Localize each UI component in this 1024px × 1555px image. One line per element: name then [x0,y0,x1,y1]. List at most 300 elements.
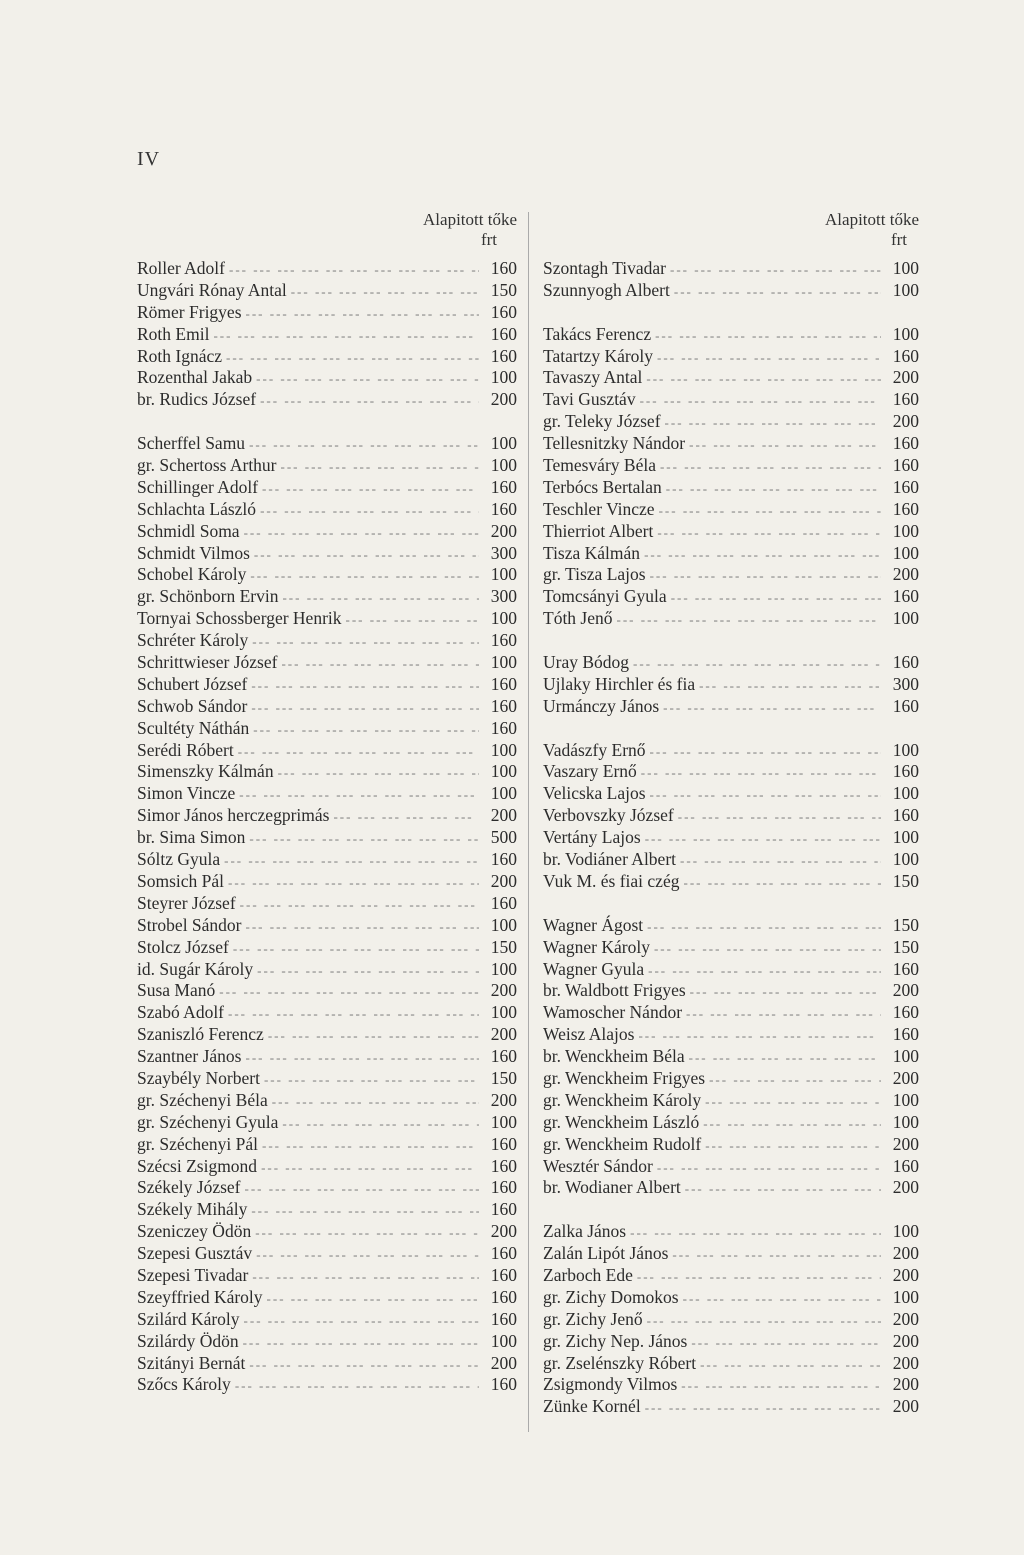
column-header-title: Alapitott tőke [825,210,919,229]
leader-dots [278,762,479,784]
entry-name: Székely Mihály [137,1199,248,1220]
entry-value: 160 [490,323,517,344]
list-item [137,1243,517,1265]
entry-name: gr. Schertoss Arthur [137,455,277,476]
list-item [543,827,919,849]
leader-dots [219,981,479,1003]
entry-value: 160 [490,1133,517,1154]
leader-dots [282,1113,479,1135]
leader-dots [256,368,479,390]
entry-name: gr. Wenckheim Károly [543,1089,702,1110]
entry-value: 100 [892,520,919,541]
entry-name: Szepesi Gusztáv [137,1243,253,1264]
entry-value: 160 [490,301,517,322]
leader-dots [650,565,881,587]
entry-name: Urmánczy János [543,695,660,716]
entry-name: br. Wodianer Albert [543,1177,681,1198]
leader-dots [657,1157,881,1179]
section-gap [543,302,919,324]
entry-name: Tisza Kálmán [543,542,641,563]
entry-value: 200 [892,1177,919,1198]
entry-name: Wagner Károly [543,936,650,957]
entry-value: 160 [490,1199,517,1220]
list-item [543,477,919,499]
leader-dots [705,1091,881,1113]
list-item [137,1134,517,1156]
entry-value: 200 [490,1024,517,1045]
entry-value: 100 [490,958,517,979]
list-item [543,586,919,608]
leader-dots [655,325,881,347]
leader-dots [255,1222,479,1244]
list-item [137,1374,517,1396]
list-item [137,696,517,718]
leader-dots [226,347,479,369]
leader-dots [680,850,881,872]
list-item [543,1265,919,1287]
list-item [543,521,919,543]
leader-dots [245,1178,479,1200]
list-item [137,1068,517,1090]
list-item [137,718,517,740]
leader-dots [644,544,881,566]
entry-name: Tatartzy Károly [543,345,654,366]
entry-name: Rozenthal Jakab [137,367,253,388]
entry-name: Tavaszy Antal [543,367,643,388]
list-item [543,1002,919,1024]
entry-name: gr. Wenckheim László [543,1111,700,1132]
list-item [543,1287,919,1309]
list-item [543,740,919,762]
entry-value: 200 [892,411,919,432]
entry-name: Szeniczey Ödön [137,1221,252,1242]
entry-name: br. Vodiáner Albert [543,849,677,870]
leader-dots [252,1266,479,1288]
list-item [543,280,919,302]
leader-dots [657,522,881,544]
leader-dots [683,872,881,894]
leader-dots [249,434,479,456]
entry-name: Scherffel Samu [137,433,246,454]
entry-name: Szeyffried Károly [137,1286,263,1307]
entry-value: 200 [490,389,517,410]
list-item [137,499,517,521]
entry-name: Szontagh Tivadar [543,258,666,278]
list-item [137,389,517,411]
leader-dots [617,609,881,631]
entry-value: 100 [892,1089,919,1110]
list-item [137,346,517,368]
leader-dots [630,1222,881,1244]
list-item [543,367,919,389]
list-item [137,937,517,959]
entry-name: Zsigmondy Vilmos [543,1374,678,1395]
list-item [543,1046,919,1068]
entry-value: 100 [490,455,517,476]
entry-name: Strobel Sándor [137,914,242,935]
list-item [137,761,517,783]
list-item [137,1331,517,1353]
section-gap [543,718,919,740]
entry-name: Scultéty Náthán [137,717,250,738]
entry-name: Temesváry Béla [543,455,656,476]
list-item [543,849,919,871]
list-item [543,564,919,586]
list-item [543,543,919,565]
column-header [137,210,517,258]
entry-value: 160 [892,455,919,476]
leader-dots [261,1157,479,1179]
entry-value: 200 [490,1089,517,1110]
leader-dots [645,828,881,850]
list-item [137,258,517,280]
leader-dots [346,609,479,631]
list-item [543,1177,919,1199]
list-item [137,455,517,477]
list-item [543,696,919,718]
entry-value: 200 [490,805,517,826]
entry-value: 160 [892,345,919,366]
entry-value: 100 [490,1111,517,1132]
leader-dots [654,938,881,960]
entry-value: 160 [892,389,919,410]
list-item [137,1265,517,1287]
entry-value: 100 [490,652,517,673]
right-entries [543,258,919,1418]
entry-value: 300 [490,586,517,607]
list-item [543,433,919,455]
entry-name: Römer Frigyes [137,301,242,322]
entry-name: br. Sima Simon [137,827,246,848]
list-item [543,959,919,981]
list-item [137,367,517,389]
list-item [137,1046,517,1068]
leader-dots [233,938,479,960]
leader-dots [689,434,881,456]
entry-value: 300 [892,673,919,694]
entry-value: 200 [892,367,919,388]
list-item [543,346,919,368]
entry-value: 100 [892,1221,919,1242]
leader-dots [633,653,881,675]
list-item [543,1156,919,1178]
entry-value: 160 [490,1308,517,1329]
entry-name: Stolcz József [137,936,229,957]
list-item [137,871,517,893]
entry-name: Schwob Sándor [137,695,248,716]
leader-dots [709,1069,881,1091]
leader-dots [699,675,881,697]
entry-value: 150 [892,914,919,935]
list-item [543,1309,919,1331]
list-item [543,980,919,1002]
leader-dots [250,565,479,587]
leader-dots [638,1025,881,1047]
entry-name: Wamoscher Nándor [543,1002,683,1023]
entry-value: 100 [892,1046,919,1067]
leader-dots [648,960,881,982]
leader-dots [268,1025,479,1047]
entry-value: 100 [892,739,919,760]
entry-value: 150 [490,936,517,957]
list-item [137,1156,517,1178]
entry-value: 100 [490,433,517,454]
entry-value: 200 [892,1133,919,1154]
column-header-unit: frt [890,230,907,249]
leader-dots [683,1288,881,1310]
entry-value: 200 [892,1352,919,1373]
entry-value: 160 [490,630,517,651]
leader-dots [637,1266,881,1288]
list-item [137,1221,517,1243]
entry-value: 100 [892,279,919,300]
entry-value: 150 [892,936,919,957]
entry-name: Szaniszló Ferencz [137,1024,264,1045]
leader-dots [646,368,881,390]
entry-name: Tavi Gusztáv [543,389,636,410]
leader-dots [224,850,479,872]
entry-value: 100 [892,1111,919,1132]
entry-value: 200 [892,1330,919,1351]
entry-value: 200 [892,564,919,585]
list-item [137,280,517,302]
list-item [543,411,919,433]
leader-dots [243,1332,479,1354]
entry-value: 200 [490,520,517,541]
leader-dots [229,259,479,281]
column-header-unit: frt [480,230,497,249]
leader-dots [700,1354,881,1376]
entry-name: Wesztér Sándor [543,1155,653,1176]
entry-value: 160 [892,586,919,607]
entry-name: Vuk M. és fiai czég [543,870,680,891]
entry-name: Szaybély Norbert [137,1067,260,1088]
entry-value: 100 [490,1002,517,1023]
leader-dots [670,259,881,281]
entry-value: 160 [490,892,517,913]
list-item [137,586,517,608]
entry-name: gr. Zichy Domokos [543,1286,679,1307]
list-item [137,959,517,981]
entry-name: Teschler Vincze [543,498,655,519]
entry-name: Wagner Gyula [543,958,645,979]
entry-name: br. Rudics József [137,389,257,410]
entry-name: Zalán Lipót János [543,1243,669,1264]
entry-name: gr. Zselénszky Róbert [543,1352,697,1373]
entry-name: gr. Széchenyi Gyula [137,1111,279,1132]
entry-name: Schubert József [137,673,248,694]
list-item [137,1353,517,1375]
list-item [137,980,517,1002]
column-divider [528,212,529,1432]
entry-name: Tomcsányi Gyula [543,586,667,607]
list-item [543,258,919,280]
leader-dots [238,741,479,763]
entry-name: Szepesi Tivadar [137,1264,249,1285]
entry-name: Roth Ignácz [137,345,223,366]
entry-name: Susa Manó [137,980,216,1001]
entry-name: Schmidt Vilmos [137,542,250,563]
entry-name: br. Waldbott Frigyes [543,980,686,1001]
entry-value: 160 [892,433,919,454]
section-gap [543,893,919,915]
entry-name: Vertány Lajos [543,827,641,848]
list-item [543,783,919,805]
page-number: IV [137,148,161,170]
leader-dots [291,281,479,303]
entry-name: gr. Tisza Lajos [543,564,646,585]
entry-name: gr. Wenckheim Rudolf [543,1133,702,1154]
entry-name: Wagner Ágost [543,914,644,935]
list-item [137,1002,517,1024]
entry-value: 100 [892,323,919,344]
entry-value: 200 [892,1374,919,1395]
list-item [137,1287,517,1309]
entry-value: 100 [892,849,919,870]
entry-value: 160 [490,717,517,738]
list-item [543,915,919,937]
leader-dots [690,981,881,1003]
entry-name: gr. Zichy Nep. János [543,1330,688,1351]
list-item [137,477,517,499]
leader-dots [647,916,881,938]
entry-name: Vaszary Ernő [543,761,637,782]
entry-value: 100 [490,367,517,388]
list-item [137,1024,517,1046]
section-gap [543,630,919,652]
list-item [543,1374,919,1396]
left-entries [137,258,517,1396]
list-item [137,652,517,674]
list-item [137,1309,517,1331]
entry-value: 160 [490,258,517,278]
entry-name: Zarboch Ede [543,1264,633,1285]
leader-dots [703,1113,881,1135]
entry-value: 160 [490,849,517,870]
leader-dots [640,390,881,412]
leader-dots [246,1047,480,1069]
list-item [137,608,517,630]
entry-name: Simenszky Kálmán [137,761,274,782]
list-item [543,805,919,827]
entry-value: 100 [490,914,517,935]
entry-name: gr. Wenckheim Frigyes [543,1067,706,1088]
entry-value: 100 [892,542,919,563]
leader-dots [254,544,479,566]
leader-dots [244,1310,479,1332]
entry-name: Schobel Károly [137,564,247,585]
entry-value: 160 [490,345,517,366]
entry-name: Ungvári Rónay Antal [137,279,287,300]
leader-dots [659,500,881,522]
leader-dots [686,1003,881,1025]
leader-dots [246,303,479,325]
entry-value: 160 [490,673,517,694]
leader-dots [252,631,479,653]
entry-name: Thierriot Albert [543,520,654,541]
list-item [137,849,517,871]
entry-value: 200 [892,1067,919,1088]
entry-name: Steyrer József [137,892,236,913]
leader-dots [705,1135,881,1157]
leader-dots [253,719,479,741]
entry-name: id. Sugár Károly [137,958,254,979]
list-item [137,630,517,652]
entry-name: Zalka János [543,1221,627,1242]
column-header [543,210,919,258]
list-item [137,302,517,324]
entry-value: 160 [892,695,919,716]
entry-value: 160 [490,1374,517,1395]
entry-value: 160 [490,476,517,497]
leader-dots [333,806,479,828]
leader-dots [246,916,479,938]
section-gap [543,1199,919,1221]
entry-value: 500 [490,827,517,848]
list-item [137,521,517,543]
leader-dots [239,784,479,806]
leader-dots [678,806,881,828]
entry-name: Schréter Károly [137,630,249,651]
leader-dots [249,828,479,850]
entry-value: 100 [490,739,517,760]
list-item [137,1199,517,1221]
entry-name: Tellesnitzky Nándor [543,433,686,454]
entry-name: Sóltz Gyula [137,849,221,870]
entry-name: Terbócs Bertalan [543,476,662,497]
leader-dots [645,1397,881,1419]
entry-value: 160 [892,652,919,673]
entry-name: Weisz Alajos [543,1024,635,1045]
entry-name: Szitányi Bernát [137,1352,246,1373]
entry-value: 160 [490,1155,517,1176]
entry-name: Vadászfy Ernő [543,739,646,760]
entry-value: 160 [490,498,517,519]
list-item [543,324,919,346]
entry-value: 200 [892,1396,919,1417]
list-item [543,1024,919,1046]
entry-value: 100 [490,761,517,782]
entry-name: Szantner János [137,1046,242,1067]
list-item [543,389,919,411]
entry-value: 160 [490,1264,517,1285]
leader-dots [251,697,479,719]
entry-value: 160 [490,695,517,716]
entry-value: 160 [892,476,919,497]
entry-value: 200 [490,1352,517,1373]
entry-value: 150 [490,279,517,300]
entry-value: 100 [892,1286,919,1307]
leader-dots [228,1003,479,1025]
entry-value: 160 [490,1286,517,1307]
entry-name: Simon Vincze [137,783,236,804]
list-item [137,915,517,937]
list-item [137,827,517,849]
leader-dots [281,456,479,478]
list-item [543,455,919,477]
leader-dots [650,741,881,763]
entry-name: Roth Emil [137,323,210,344]
entry-name: Velicska Lajos [543,783,646,804]
leader-dots [663,697,881,719]
leader-dots [681,1375,881,1397]
leader-dots [240,894,479,916]
leader-dots [665,412,881,434]
leader-dots [228,872,479,894]
list-item [137,433,517,455]
entry-name: Verbovszky József [543,805,674,826]
list-item [543,1112,919,1134]
